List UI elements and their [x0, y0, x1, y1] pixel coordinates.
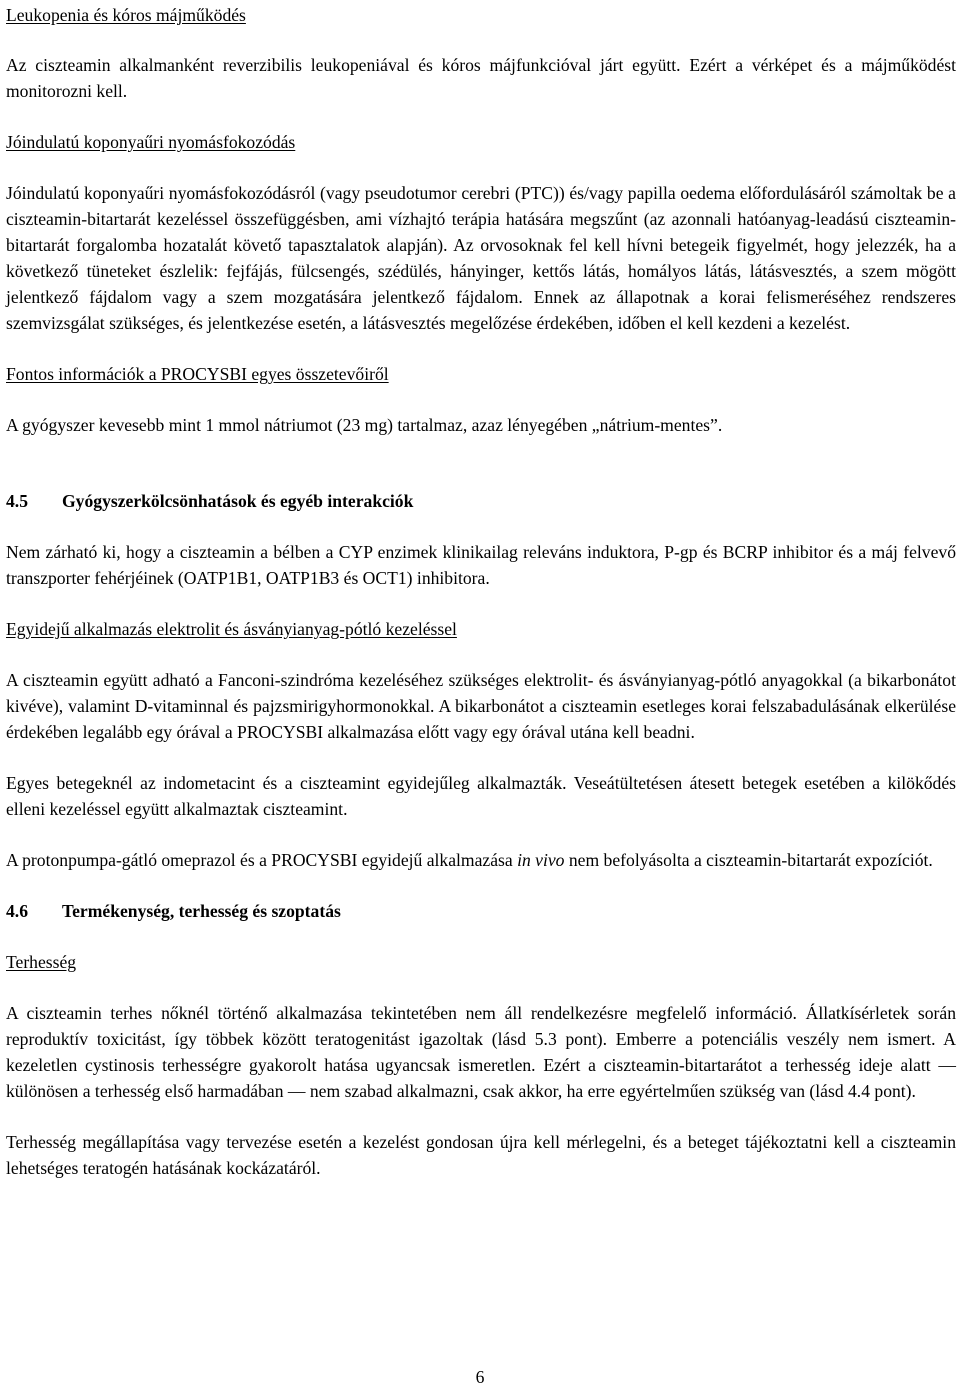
leukopenia-heading: Leukopenia és kóros májműködés	[6, 5, 246, 25]
pregnancy-paragraph-2: Terhesség megállapítása vagy tervezése esetén a kezelést gondosan újra kell mérlegelni, és a beteget tájékoztatni kell a ciszteamin lehetséges teratogén hatásának kockázatáról.	[6, 1132, 956, 1178]
excipients-paragraph: A gyógyszer kevesebb mint 1 mmol nátriumot (23 mg) tartalmaz, azaz lényegében „nátrium-mentes”.	[6, 415, 723, 435]
ich-heading: Jóindulatú koponyaűri nyomásfokozódás	[6, 132, 296, 152]
p4-text-b: nem befolyásolta a ciszteamin-bitartarát expozíciót.	[564, 850, 933, 870]
concomitant-use-heading: Egyidejű alkalmazás elektrolit és ásványianyag-pótló kezeléssel	[6, 619, 457, 639]
document-page	[6, 0, 956, 1181]
section-4-5-paragraph-3: Egyes betegeknél az indometacint és a ciszteamint egyidejűleg alkalmazták. Veseátültetésen átesett betegek esetében a kilökődés elleni kezeléssel együtt alkalmaztak ciszteamint.	[6, 773, 956, 819]
section-4-5-paragraph-1: Nem zárható ki, hogy a ciszteamin a bélben a CYP enzimek klinikailag releváns induktora, P-gp és BCRP inhibitor és a máj felvevő transzporter fehérjéinek (OATP1B1, OATP1B3 és OCT1) inhibitora.	[6, 542, 956, 588]
section-4-6-heading	[6, 898, 956, 924]
p4-in-vivo: in vivo	[517, 850, 565, 870]
ich-paragraph: Jóindulatú koponyaűri nyomásfokozódásról (vagy pseudotumor cerebri (PTC)) és/vagy papilla oedema előfordulásáról számoltak be a ciszteamin-bitartarát kezeléssel összefüggésben, ami vízhajtó terápia hatására megszűnt (az azonnali hatóanyag-leadású ciszteamin-bitartarát forgalomba hozatalát követő tapasztalatok alapján). Az orvosoknak fel kell hívni betegeik figyelmét, hogy jelezzék, ha a következő tüneteket észlelik: fejfájás, fülcsengés, szédülés, hányinger, kettős látás, homályos látás, látásvesztés, a szem mögött jelentkező fájdalom vagy a szem mozgatására jelentkező fájdalom. Ennek az állapotnak a korai felismeréséhez rendszeres szemvizsgálat szükséges, és jelentkezése esetén, a látásvesztés megelőzése érdekében, időben el kell kezdeni a kezelést.	[6, 183, 956, 333]
p4-text-a: A protonpumpa-gátló omeprazol és a PROCYSBI egyidejű alkalmazása	[6, 850, 518, 870]
pregnancy-paragraph-1: A ciszteamin terhes nőknél történő alkalmazása tekintetében nem áll rendelkezésre megfelelő információ. Állatkísérletek során reproduktív toxicitást, így többek között teratogenitást igazoltak (lásd 5.3 pont). Emberre a potenciális veszély nem ismert. A kezeletlen cystinosis terhességre gyakorolt hatása ugyancsak ismeretlen. Ezért a ciszteamin-bitartarátot a terhesség ideje alatt — különösen a terhesség első harmadában — nem szabad alkalmazni, csak akkor, ha erre egyértelműen szükség van (lásd 4.4 pont).	[6, 1003, 956, 1101]
excipients-heading: Fontos információk a PROCYSBI egyes összetevőiről	[6, 364, 389, 384]
leukopenia-paragraph: Az ciszteamin alkalmanként reverzibilis leukopeniával és kóros májfunkcióval járt együtt. Ezért a vérképet és a májműködést monitorozni kell.	[6, 55, 956, 101]
section-4-5-heading	[6, 488, 956, 514]
section-4-5-title: Gyógyszerkölcsönhatások és egyéb interakciók	[62, 491, 414, 511]
page-number: 6	[475, 1367, 485, 1387]
section-4-6-title: Termékenység, terhesség és szoptatás	[62, 901, 341, 921]
section-4-6-number: 4.6	[6, 901, 28, 921]
pregnancy-heading: Terhesség	[6, 952, 77, 972]
section-4-5-paragraph-2: A ciszteamin együtt adható a Fanconi-szindróma kezeléséhez szükséges elektrolit- és ásványianyag-pótló anyagokkal (a bikarbonátot kivéve), valamint D-vitaminnal és pajzsmirigyhormonokkal. A bikarbonátot a ciszteamin esetleges korai felszabadulásának elkerülése érdekében legalább egy órával a PROCYSBI alkalmazása előtt vagy egy órával utána kell beadni.	[6, 670, 956, 742]
section-4-5-paragraph-4	[6, 847, 956, 873]
section-4-5-number: 4.5	[6, 491, 28, 511]
